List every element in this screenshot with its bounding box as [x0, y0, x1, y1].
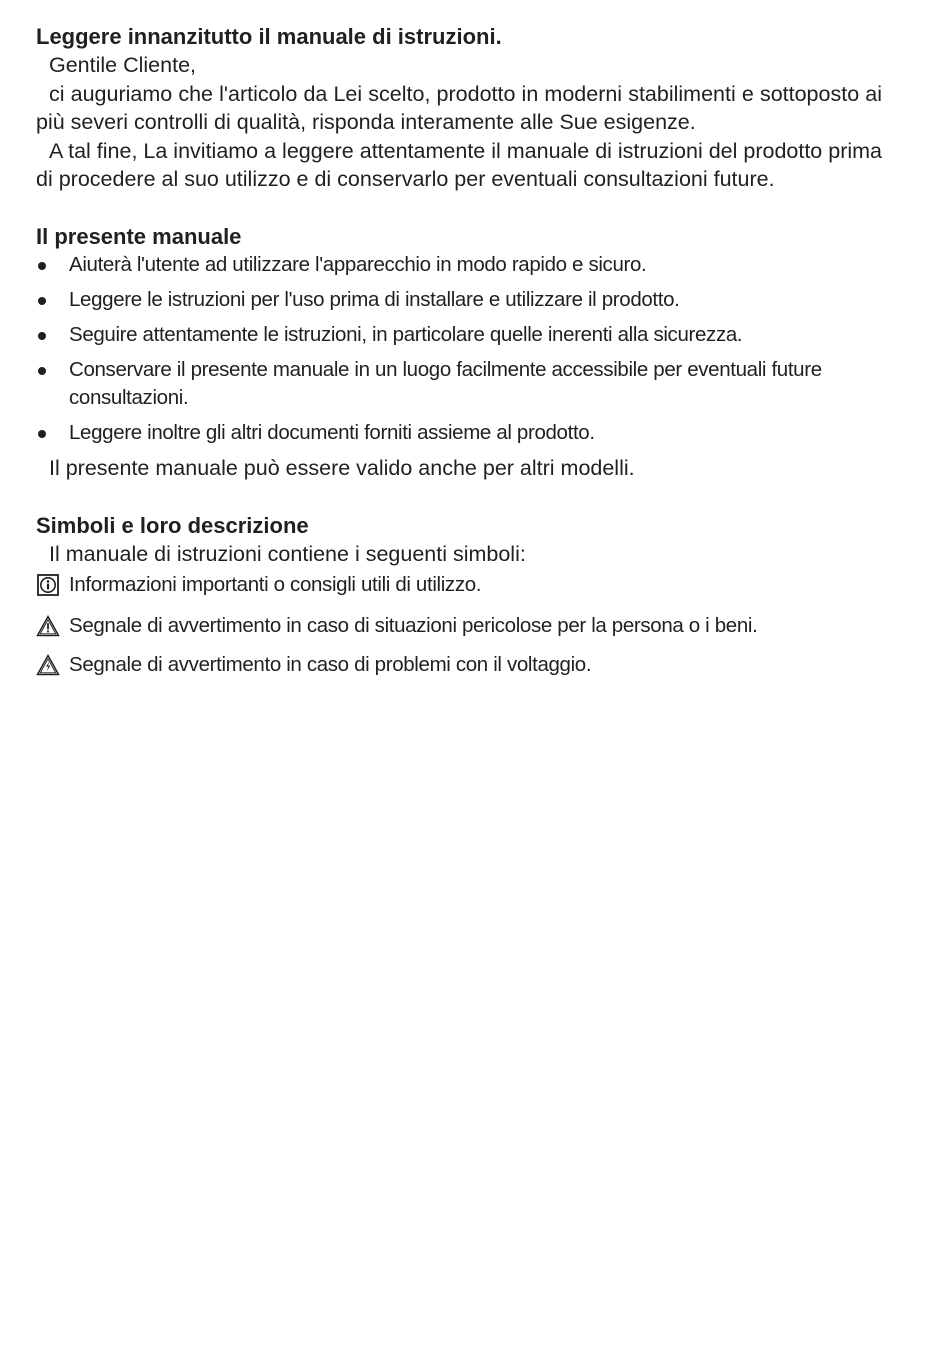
symbol-item-text: Segnale di avvertimento in caso di situazioni pericolose per la persona o i beni. [69, 613, 758, 637]
electrical-hazard-icon [36, 653, 60, 677]
intro-paragraph-2: A tal fine, La invitiamo a leggere attentamente il manuale di istruzioni del prodotto prima di procedere al suo utilizzo e di conservarlo per eventuali consultazioni future. [36, 138, 882, 191]
list-item-text: Leggere inoltre gli altri documenti forniti assieme al prodotto. [69, 421, 595, 444]
list-item [36, 419, 882, 448]
list-item-text: Seguire attentamente le istruzioni, in particolare quelle inerenti alla sicurezza. [69, 322, 743, 346]
manual-heading: Il presente manuale [36, 223, 242, 249]
symbols-section [36, 511, 882, 680]
symbols-intro: Il manuale di istruzioni contiene i seguenti simboli: [49, 541, 526, 566]
symbol-item-info [36, 571, 882, 600]
list-item [36, 356, 882, 413]
manual-section [36, 222, 882, 483]
symbol-item-text: Segnale di avvertimento in caso di problemi con il voltaggio. [69, 653, 592, 676]
warning-triangle-icon [36, 614, 60, 638]
symbol-item-warning [36, 612, 882, 641]
list-item-text: Leggere le istruzioni per l'uso prima di installare e utilizzare il prodotto. [69, 287, 680, 311]
manual-bullet-list [36, 251, 882, 448]
salutation: Gentile Cliente, [49, 53, 196, 77]
bullet-icon [38, 262, 46, 270]
list-item-text: Aiuterà l'utente ad utilizzare l'apparecchio in modo rapido e sicuro. [69, 252, 647, 276]
manual-note: Il presente manuale può essere valido anche per altri modelli. [49, 456, 635, 480]
symbol-item-voltage [36, 651, 882, 680]
list-item [36, 251, 882, 280]
symbol-item-text: Informazioni importanti o consigli utili di utilizzo. [69, 573, 482, 596]
list-item-text: Conservare il presente manuale in un luogo facilmente accessibile per eventuali future consultazioni. [69, 357, 822, 409]
intro-section [36, 22, 882, 194]
intro-heading: Leggere innanzitutto il manuale di istruzioni. [36, 24, 502, 49]
symbols-heading: Simboli e loro descrizione [36, 512, 309, 538]
bullet-icon [38, 297, 46, 305]
bullet-icon [38, 332, 46, 340]
manual-page [36, 22, 882, 680]
bullet-icon [38, 367, 46, 375]
bullet-icon [38, 430, 46, 438]
list-item [36, 321, 882, 350]
intro-paragraph-1: ci auguriamo che l'articolo da Lei scelto, prodotto in moderni stabilimenti e sottoposto ai più severi controlli di qualità, risponda interamente alle Sue esigenze. [36, 81, 882, 134]
info-icon [36, 573, 60, 597]
list-item [36, 286, 882, 315]
